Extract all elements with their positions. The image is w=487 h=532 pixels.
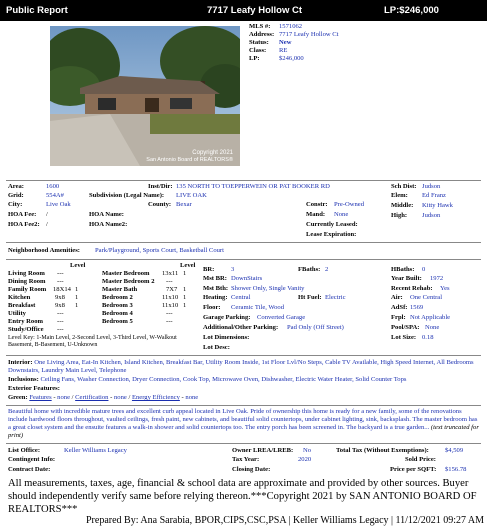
room-name: Dining Room <box>8 278 46 285</box>
interior-value: One Living Area, Eat-In Kitchen, Island Kitchen, Breakfast Bar, Utility Room Inside, 1st Floor Lvl/No Steps, Cable TV Available, High Speed Internet, All Bedrooms Downstairs, Laundry Main Level, Telephone <box>8 359 474 374</box>
room-name: Master Bedroom 2 <box>102 278 155 285</box>
ht-fuel-value: Electric <box>325 294 346 301</box>
room-size: --- <box>57 270 64 277</box>
room-name: Bedroom 4 <box>102 310 133 317</box>
room-size: --- <box>57 278 64 285</box>
mls-label: MLS #: <box>249 23 271 30</box>
room-name: Study/Office <box>8 326 44 333</box>
room-size: --- <box>57 326 64 333</box>
rooms-left-level-header: Level <box>70 262 86 269</box>
photo-watermark-line2: San Antonio Board of REALTORS® <box>146 157 233 163</box>
green-certification-label: Certification <box>75 394 109 401</box>
contract-date-label: Contract Date: <box>8 466 51 473</box>
room-name: Family Room <box>8 286 47 293</box>
room-size: 11x10 <box>162 302 179 309</box>
interior-label: Interior: <box>8 359 33 366</box>
heating-label: Heating: <box>203 294 228 301</box>
pool-spa-label: Pool/SPA: <box>391 324 420 331</box>
remarks-truncated-note: (text truncated for print) <box>8 423 479 439</box>
room-name: Entry Room <box>8 318 43 325</box>
sold-price-label: Sold Price: <box>405 456 436 463</box>
air-label: Air: <box>391 294 403 301</box>
room-name: Master Bath <box>102 286 138 293</box>
prepared-by: Prepared By: Ana Sarabia, BPOR,CIPS,CSC,PSA | Keller Williams Legacy | 11/12/2021 09:27 AM <box>86 515 485 526</box>
inclusions-label: Inclusions: <box>8 376 39 383</box>
status-label: Status: <box>249 39 269 46</box>
sch-dist-value: Judson <box>422 183 441 190</box>
hoa-fee-value: / <box>46 211 48 218</box>
owner-lrea-value: No <box>303 447 312 454</box>
recent-rehab-label: Recent Rehab: <box>391 285 433 292</box>
fbaths-value: 2 <box>325 266 329 273</box>
room-size: 13x11 <box>162 270 179 277</box>
fbaths-label: FBaths: <box>298 266 321 273</box>
status-value: New <box>279 39 292 46</box>
closing-date-label: Closing Date: <box>232 466 271 473</box>
hoa-fee-label: HOA Fee: <box>8 211 37 218</box>
divider <box>6 443 481 444</box>
green-label: Green: <box>8 394 28 401</box>
public-remarks <box>8 408 480 440</box>
hbaths-value: 0 <box>422 266 426 273</box>
lease-expiration-label: Lease Expiration: <box>306 231 357 238</box>
house-photo-illustration <box>50 26 240 166</box>
divider <box>6 355 481 356</box>
room-name: Bedroom 2 <box>102 294 133 301</box>
address-value: 7717 Leafy Hollow Ct <box>279 31 339 38</box>
room-size: --- <box>166 310 173 317</box>
inst-dir-label: Inst/Dir: <box>148 183 173 190</box>
divider <box>6 259 481 260</box>
green-features-label: Features <box>29 394 52 401</box>
remarks-text: Beautiful home with incredible mature trees and excellent curb appeal located in Live Oak. Pride of ownership this home is ready for a new family, some of the renovations include hardwood floors throughout, vaulted ceilings, fresh paint, new cabinets, and beautiful solid countertops, under cabinet lighting, sink, backsplash. The master bedroom has a great closet system and the ensuite features a walk-in shower and solid countertops too. The entry porch has been screened in. The backyard is a true garden... <box>8 408 478 431</box>
room-size: 7X7 <box>166 286 178 293</box>
room-size: --- <box>166 278 173 285</box>
area-value: 1600 <box>46 183 60 190</box>
room-size: --- <box>57 310 64 317</box>
middle-value: Kitty Hawk <box>422 202 453 209</box>
br-value: 3 <box>231 266 235 273</box>
total-tax-label: Total Tax (Without Exemptions): <box>336 447 429 454</box>
garage-parking-label: Garage Parking: <box>203 314 251 321</box>
report-header <box>0 0 487 21</box>
amenities-label: Neighborhood Amenities: <box>8 247 80 254</box>
rooms-right-level-header: Level <box>180 262 196 269</box>
ht-fuel-label: Ht Fuel: <box>298 294 322 301</box>
photo-watermark-line1: Copyright 2021 <box>192 150 233 156</box>
constr-label: Constr: <box>306 201 328 208</box>
interior-row <box>8 359 480 375</box>
lot-dimensions-label: Lot Dimensions: <box>203 334 250 341</box>
level-key-legend: Level Key: 1-Main Level, 2-Second Level, 3-Third Level, W-Walkout Basement, B-Basement, U-Unknown <box>8 335 177 349</box>
price-per-sqft-label: Price per SQFT: <box>390 466 437 473</box>
lot-size-label: Lot Size: <box>391 334 417 341</box>
room-name: Living Room <box>8 270 45 277</box>
lp-label: LP: <box>249 55 260 62</box>
room-name: Bedroom 5 <box>102 318 133 325</box>
green-energy-label: Energy Efficiency <box>131 394 180 401</box>
room-size: 9x8 <box>55 302 65 309</box>
high-label: High: <box>391 212 408 219</box>
total-tax-value: $4,509 <box>445 447 464 454</box>
garage-parking-value: Converted Garage <box>257 314 306 321</box>
list-office-label: List Office: <box>8 447 41 454</box>
hbaths-label: HBaths: <box>391 266 415 273</box>
other-parking-label: Additional/Other Parking: <box>203 324 279 331</box>
year-built-label: Year Built: <box>391 275 422 282</box>
amenities-value: Park/Playground, Sports Court, Basketball Court <box>95 247 224 254</box>
currently-leased-label: Currently Leased: <box>306 221 358 228</box>
mand-value: None <box>334 211 349 218</box>
inclusions-value: Ceiling Fans, Washer Connection, Dryer Connection, Cook Top, Microwave Oven, Dishwasher, Electric Water Heater, Solid Counter Tops <box>40 376 407 383</box>
constr-value: Pre-Owned <box>334 201 365 208</box>
room-size: --- <box>57 318 64 325</box>
property-photo <box>50 26 240 166</box>
exterior-features-label: Exterior Features: <box>8 385 60 392</box>
floor-label: Floor: <box>203 304 221 311</box>
hoa-fee2-label: HOA Fee2: <box>8 221 40 228</box>
county-value: Bexar <box>176 201 192 208</box>
room-name: Kitchen <box>8 294 31 301</box>
sch-dist-label: Sch Dist: <box>391 183 417 190</box>
room-name: Breakfast <box>8 302 36 309</box>
air-value: One Central <box>410 294 443 301</box>
area-label: Area: <box>8 183 24 190</box>
middle-label: Middle: <box>391 202 414 209</box>
green-energy-value: none <box>185 394 199 401</box>
report-title: Public Report <box>6 5 68 16</box>
address-label: Address: <box>249 31 275 38</box>
heating-value: Central <box>231 294 251 301</box>
list-office-value: Keller Williams Legacy <box>64 447 127 454</box>
divider <box>6 405 481 406</box>
divider <box>6 242 481 243</box>
inst-dir-value: 135 NORTH TO TOEPPERWEIN OR PAT BOOKER RD <box>176 183 330 190</box>
room-name: Bedroom 3 <box>102 302 133 309</box>
room-level: 1 <box>183 302 187 309</box>
br-label: BR: <box>203 266 215 273</box>
class-value: RE <box>279 47 288 54</box>
mst-bth-value: Shower Only, Single Vanity <box>231 285 305 292</box>
pool-spa-value: None <box>425 324 440 331</box>
room-size: 11x10 <box>162 294 179 301</box>
disclaimer: All measurements, taxes, age, financial & school data are approximate and provided by other sources. Buyer should independently verify same before relying thereon.***Copyright 2021 by SAN ANTONIO BOARD OF REALTORS*** <box>8 478 477 516</box>
room-name: Master Bedroom <box>102 270 150 277</box>
room-level: 1 <box>183 294 187 301</box>
green-row: Green: Features - none / Certification - none / Energy Efficiency - none <box>8 394 199 401</box>
room-name: Utility <box>8 310 26 317</box>
elem-label: Elem: <box>391 192 408 199</box>
mand-label: Mand: <box>306 211 326 218</box>
other-parking-value: Pad Only (Off Street) <box>287 324 344 331</box>
mst-br-value: DownStairs <box>231 275 263 282</box>
tax-year-label: Tax Year: <box>232 456 260 463</box>
owner-lrea-label: Owner LREA/LREB: <box>232 447 294 454</box>
grid-value: 554A# <box>46 192 64 199</box>
hoa-name2-label: HOA Name2: <box>89 221 128 228</box>
adsf-value: 1569 <box>410 304 424 311</box>
room-level: 1 <box>75 302 79 309</box>
room-level: 1 <box>75 286 79 293</box>
adsf-label: AdSf: <box>391 304 408 311</box>
contingent-info-label: Contingent Info: <box>8 456 56 463</box>
lot-size-value: 0.18 <box>422 334 434 341</box>
price-per-sqft-value: $156.78 <box>445 466 467 473</box>
header-address: 7717 Leafy Hollow Ct <box>207 5 303 16</box>
high-value: Judson <box>422 212 441 219</box>
mst-bth-label: Mst Bth: <box>203 285 229 292</box>
mls-number: 1571062 <box>279 23 303 30</box>
hoa-fee2-value: / <box>46 221 48 228</box>
class-label: Class: <box>249 47 267 54</box>
room-level: 1 <box>75 294 79 301</box>
room-level: 1 <box>183 286 187 293</box>
city-value: Live Oak <box>46 201 71 208</box>
lot-desc-label: Lot Desc: <box>203 344 230 351</box>
grid-label: Grid: <box>8 192 24 199</box>
lp-value: $246,000 <box>279 55 304 62</box>
green-certification-value: none <box>113 394 127 401</box>
green-features-value: none <box>57 394 70 401</box>
floor-value: Ceramic Tile, Wood <box>231 304 285 311</box>
elem-value: Ed Franz <box>422 192 446 199</box>
room-size: --- <box>166 318 173 325</box>
year-built-value: 1972 <box>430 275 444 282</box>
subdivision-value: LIVE OAK <box>176 192 207 199</box>
room-size: 18X14 <box>53 286 71 293</box>
header-list-price: LP:$246,000 <box>384 5 439 16</box>
frpl-label: Frpl: <box>391 314 406 321</box>
inclusions-row <box>8 376 480 384</box>
mst-br-label: Mst BR: <box>203 275 227 282</box>
frpl-value: Not Applicable <box>410 314 451 321</box>
recent-rehab-value: Yes <box>440 285 450 292</box>
divider <box>6 180 481 181</box>
hoa-name-label: HOA Name: <box>89 211 124 218</box>
city-label: City: <box>8 201 23 208</box>
room-level: 1 <box>183 270 187 277</box>
county-label: County: <box>148 201 172 208</box>
tax-year-value: 2020 <box>298 456 312 463</box>
room-size: 9x8 <box>55 294 65 301</box>
subdivision-label: Subdivision (Legal Name): <box>89 192 165 199</box>
